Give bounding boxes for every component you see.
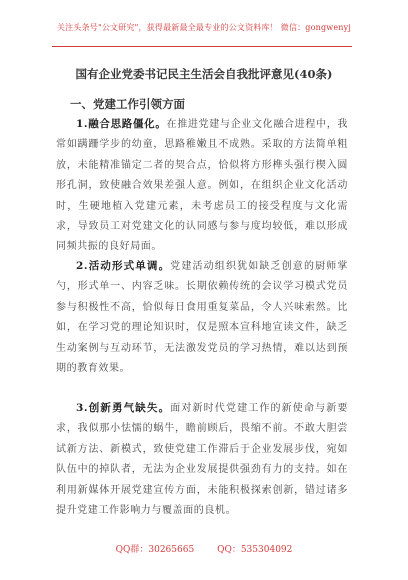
item-2-spacer	[56, 261, 76, 272]
item-2-text: 党建活动组织犹如缺乏创意的厨师掌勺，形式单一、内容乏味。长期依赖传统的会议学习模式党员参与积极性不高，恰似每日食用重复菜品，令人兴味索然。比如，在学习党的理论知识时，仅是照本宣科地宣读文件，缺乏生动案例与互动环节，无法激发党员的学习热情，难以达到预期的教育效果。	[56, 261, 348, 375]
item-1-spacer	[56, 119, 76, 130]
document-title: 国有企业党委书记民主生活会自我批评意见(40条)	[75, 67, 333, 81]
footer-contacts	[0, 542, 408, 555]
item-1-text: 在推进党建与企业文化融合进程中，我常如蹒跚学步的幼童，思路稚嫩且不成熟。采取的方法简单粗放，未能精准锚定二者的契合点，恰似将方形榫头强行楔入圆形孔洞，致使融合效果差强人意。例如，在组织企业文化活动时，生硬地植入党建元素，未考虑员工的接受程度与文化需求，导致员工对党建文化的认同感与参与度均较低，难以形成同频共振的良好局面。	[56, 119, 348, 253]
footer-qq-group: QQ群：30265665	[115, 545, 195, 555]
paragraph-item-3	[56, 398, 348, 521]
footer-qq: QQ：535304092	[217, 545, 293, 555]
item-3-lead: 3.创新勇气缺失。	[76, 402, 171, 414]
item-1-lead: 1.融合思路僵化。	[76, 118, 167, 130]
header-notice: 关注头条号"公文研究"，获得最新最全最专业的公文资料库！ 微信：gongwenyj	[56, 23, 352, 32]
header-divider	[52, 46, 352, 47]
item-3-spacer	[56, 403, 76, 414]
paragraph-item-1	[56, 114, 348, 258]
item-2-lead: 2.活动形式单调。	[76, 260, 171, 272]
section-heading: 一、党建工作引领方面	[70, 97, 185, 111]
paragraph-item-2	[56, 256, 348, 379]
item-3-text: 面对新时代党建工作的新使命与新要求，我似那小怯懦的蜗牛，瞻前顾后，畏缩不前。不敢大胆尝试新方法、新模式，致使党建工作滞后于企业发展步伐，宛如队伍中的掉队者，无法为企业发展提供强劲有力的支持。如在利用新媒体开展党建宣传方面，未能积极探索创新，错过诸多提升党建工作影响力与覆盖面的良机。	[56, 403, 348, 517]
